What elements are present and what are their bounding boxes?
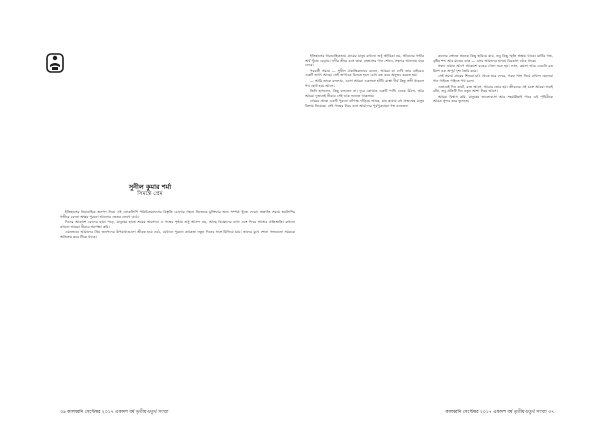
article-title: সুনীল কুমার শর্মা: [128, 183, 172, 191]
paragraph: তিনি হাসলেন, কিছু বললেন না। দূরে কোথাও একটি পাখি ডেকে উঠল, আর আমরা দুজনেই নীরবে সেই ডাক শুনতে থাকলাম।: [305, 89, 424, 98]
middle-column: [305, 54, 424, 404]
paragraph: পরবর্তী সময়ে — সুনীল ঐকান্তিকভাবে বলেন, আমরা যা দেখি তার বাইরেও একটি জগৎ আছে। সেই জগৎকে চিনতে হলে চোখ বন্ধ করে অনুভব করতে হয়।: [305, 68, 424, 78]
article-author: সিমন্তে প্রেম: [137, 191, 163, 197]
paragraph: কালের স্রোতে অনেক কিছু হারিয়ে যায়, তবু কিছু স্মৃতি অক্ষয় থাকে। মাটির গন্ধ, বৃষ্টির শব্দ আর মায়ের ডাক — এসব আমাদের হৃদয়ে চিরকাল বেঁচে থাকে।: [433, 54, 553, 63]
paragraph: ইতিহাসের ধারাবাহিকতায় গ্রামের মানুষ কখনো শুধু জীবিকা নয়, জীবনের গভীর অর্থ খুঁজে বেড়ায়। নদীর তীরে বসে তারা বাতাসের গান শোনে, সন্ধ্যার আলোয় ঘরে ফেরে।: [305, 54, 424, 68]
paragraph: গ্রামের প্রান্তে একটি পুরনো বটগাছ দাঁড়িয়ে আছে, যার ছায়ায় বহু প্রজন্মের মানুষ বিশ্রাম নিয়েছে। সেই গাছের নিচে বসে আমাদের পূর্বপুরুষেরা গল্প বলতেন।: [305, 99, 424, 108]
paragraph: ইতিহাসের ধারাবাহিক জনপদ নিয়ে এই লোকলিপি পরিচিতমানসের বিস্তৃতি চোখের গহনে নিজেকে মুক্তিবার জন্য সম্পর্ক খুঁজে ফেরা। অন্তর্গত সময়ে স্বরলিপির গভীরে বেদনা অক্ষর পুরনো আলোর ভেতর জেগে ওঠে।: [60, 210, 295, 219]
logo-icon: [44, 52, 66, 74]
footer-right: কালধ্বনি সেপ্টেম্বর ২০১৭ একাদশ বর্ষ তৃতীয়-চতুর্থ সংখ্যা ৩৭: [445, 410, 554, 415]
left-column: [60, 210, 295, 403]
footer-left: ৩৬ কালধ্বনি সেপ্টেম্বর ২০১৭ একাদশ বর্ষ তৃতীয়-চতুর্থ সংখ্যা: [60, 410, 169, 415]
paragraph: — আমি তাকে বললাম, এসো আমরা একসঙ্গে হাঁটি। রাস্তা দীর্ঘ কিন্তু সঙ্গী থাকলে পথ ছোট হয়ে আসে।: [305, 78, 424, 88]
paragraph: এভাবেই দিন কাটে, রাত আসে, আবার ভোর হয়। জীবনের এই চক্রে আমরা সবাই বাঁধা, তবু প্রতিটি দিন নতুন আশা নিয়ে আসে।: [433, 84, 553, 94]
paragraph: সন্ধ্যা নামার আগে আকাশে রঙের খেলা শুরু হয়। লাল, কমলা আর বেগুনি রঙ মিশে এক অপূর্ব দৃশ্য তৈরি করে।: [433, 64, 553, 73]
paragraph: সেই সময়ে গ্রামের শিশুরা মাঠ থেকে ঘরে ফেরে, গরুর পাল নিয়ে রাখাল ছেলেরা গান গাইতে গাইতে পথ চলে।: [433, 74, 553, 83]
paragraph: দিনের আকাশে রোদের ছায়া পড়ে, মানুষের হাতে শ্রমের অবসান। এ গল্পের পৃষ্ঠায় শুধু আনন্দ নয়, আছে বিচ্ছেদের ব্যথা এবং ফিরে আসার প্রতিশ্রুতি। কখনো কখনো আমরা নীরবে অপেক্ষা করি।: [60, 220, 295, 229]
right-column: [433, 54, 553, 404]
paragraph: আমরা বিশ্বাস করি, মানুষের ভালোবাসা আর সহমর্মিতাই পারে এই পৃথিবীকে আরও সুন্দর করে তুলতে।: [433, 94, 553, 104]
paragraph: এমনভাবে আমাদের প্রিয় জনপদের উপকথাগুলো জীবন্ত হয়ে ওঠে, যেখানে পুরনো কথকতা নতুন দিনের সঙ্গে মিলিয়ে যায়। তাদের মুখে শোনা গল্পগুলো সময়কে অতিক্রম করে টিকে থাকে।: [60, 230, 295, 239]
